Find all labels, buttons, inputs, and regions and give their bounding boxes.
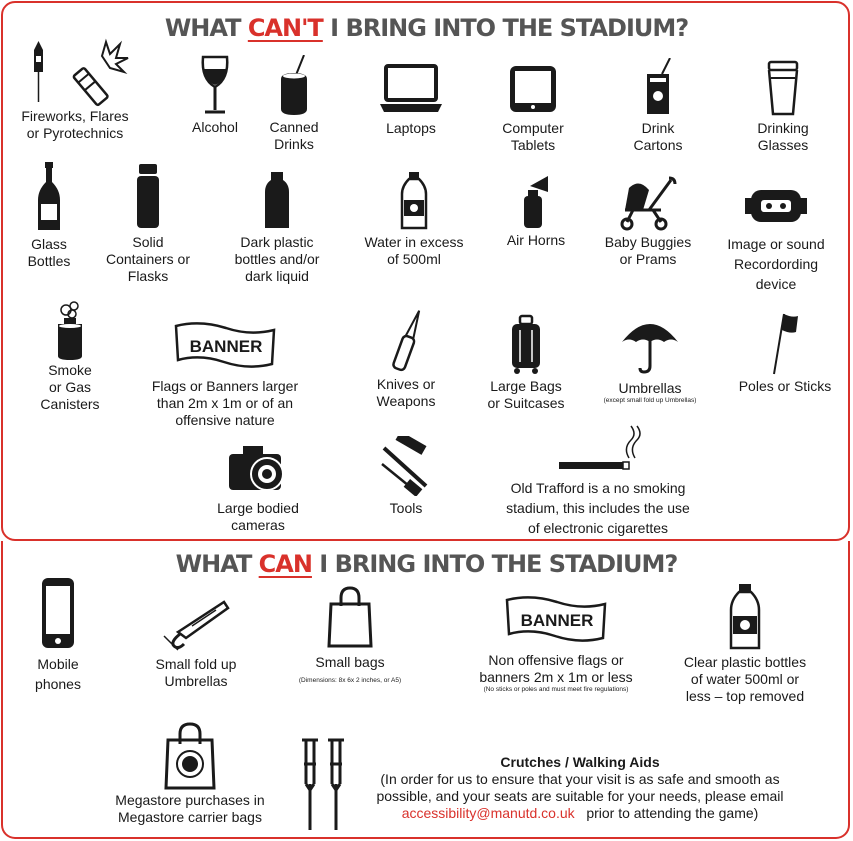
- camcorder-icon: [741, 180, 811, 230]
- item-drinking-glasses: [740, 58, 826, 154]
- label-megastore-1: Megastore purchases in: [115, 792, 265, 808]
- bag-icon: [325, 586, 375, 650]
- crutches-text-2: possible, and your seats are suitable for your needs, please email: [376, 788, 784, 804]
- item-fireworks: [8, 38, 142, 142]
- item-large-bags: [476, 314, 576, 412]
- label-glasses-1: Drinking: [757, 120, 809, 136]
- note-umbrellas: (except small fold up Umbrellas): [603, 397, 697, 404]
- label-clear-bottles-3: less – top removed: [685, 688, 805, 704]
- label-fireworks-1: Fireworks, Flares: [21, 108, 129, 124]
- label-smoke-2: or Gas: [48, 379, 91, 395]
- item-clear-bottles: [670, 582, 820, 705]
- label-tablets-2: Tablets: [510, 137, 556, 153]
- item-mobile-phones: [18, 576, 98, 694]
- label-phones-1: Mobile: [37, 656, 79, 672]
- label-cartons-2: Cartons: [633, 137, 683, 153]
- label-small-bags: Small bags: [315, 654, 385, 670]
- item-laptops: [368, 62, 454, 137]
- item-alcohol: [180, 55, 250, 136]
- crutches-info: [360, 754, 800, 822]
- label-dark-3: dark liquid: [245, 268, 309, 284]
- item-flasks: [98, 162, 198, 285]
- note-small-bags: (Dimensions: 8x 6x 2 inches, or A5): [298, 677, 402, 684]
- can-heading: WHAT CAN I BRING INTO THE STADIUM?: [175, 550, 678, 578]
- label-bags-2: or Suitcases: [487, 395, 565, 411]
- label-flasks-2: Containers or: [105, 251, 191, 267]
- label-bottles-2: Bottles: [27, 253, 71, 269]
- label-smoke-1: Smoke: [48, 362, 92, 378]
- label-bottles-1: Glass: [31, 236, 67, 252]
- label-smoking-2: stadium, this includes the use: [506, 500, 690, 516]
- label-umbrellas: Umbrellas: [618, 380, 682, 396]
- label-recording-2: Recordording: [733, 256, 819, 272]
- label-flasks-1: Solid: [132, 234, 164, 250]
- item-megastore: [100, 722, 280, 826]
- item-tablets: [490, 62, 576, 154]
- label-buggies-1: Baby Buggies: [604, 234, 692, 250]
- label-smoking-1: Old Trafford is a no smoking: [510, 480, 686, 496]
- carton-icon: [638, 58, 678, 118]
- knife-icon: [386, 306, 426, 376]
- label-phones-2: phones: [35, 676, 81, 692]
- tablet-icon: [500, 62, 566, 116]
- item-umbrellas: [590, 312, 710, 405]
- label-megastore-2: Megastore carrier bags: [118, 809, 262, 825]
- label-dark-1: Dark plastic: [240, 234, 314, 250]
- bottle-icon: [34, 160, 64, 234]
- label-dark-2: bottles and/or: [234, 251, 320, 267]
- flag-pole-icon: [760, 310, 810, 376]
- label-clear-bottles-2: of water 500ml or: [690, 671, 800, 687]
- crutches-icon-wrap: [296, 734, 352, 839]
- label-flasks-3: Flasks: [127, 268, 169, 284]
- item-canned-drinks: [258, 55, 330, 153]
- item-baby-buggies: [600, 176, 696, 268]
- item-no-smoking: [480, 424, 716, 538]
- label-knives-1: Knives or: [376, 376, 436, 392]
- item-poles: [730, 310, 840, 395]
- label-alcohol: Alcohol: [192, 119, 238, 135]
- label-buggies-2: or Prams: [619, 251, 677, 267]
- item-tools: [364, 436, 448, 517]
- umbrella-icon: [618, 312, 682, 376]
- label-small-flags-1: Non offensive flags or: [488, 652, 624, 668]
- label-canned-2: Drinks: [274, 136, 314, 152]
- canister-icon: [50, 300, 90, 362]
- label-horns: Air Horns: [506, 232, 566, 248]
- label-canned-1: Canned: [269, 119, 319, 135]
- crutches-text-1: (In order for us to ensure that your visit is as safe and smooth as: [380, 771, 780, 787]
- air-horn-icon: [518, 172, 554, 230]
- item-small-umbrellas: [136, 596, 256, 690]
- label-cameras-2: cameras: [231, 517, 285, 533]
- item-knives: [358, 306, 454, 410]
- label-flags-1: Flags or Banners larger: [151, 378, 299, 394]
- phone-icon: [38, 576, 78, 650]
- item-large-flags: [140, 318, 310, 429]
- pram-icon: [615, 176, 681, 232]
- banner-icon: [501, 592, 611, 648]
- crutches-icon: [296, 734, 352, 834]
- item-air-horns: [496, 172, 576, 249]
- carrier-bag-icon: [162, 722, 218, 792]
- label-small-umbrellas-2: Umbrellas: [164, 673, 228, 689]
- folded-umbrella-icon: [156, 596, 236, 652]
- camera-icon: [223, 440, 293, 496]
- suitcase-icon: [506, 314, 546, 376]
- item-water-excess: [356, 170, 472, 268]
- label-poles: Poles or Sticks: [738, 378, 832, 394]
- wine-glass-icon: [195, 55, 235, 117]
- cigarette-icon: [553, 424, 643, 472]
- label-water-1: Water in excess: [364, 234, 464, 250]
- firework-icon: [20, 38, 130, 108]
- can-icon: [274, 55, 314, 117]
- label-glasses-2: Glasses: [757, 137, 809, 153]
- label-flags-2: than 2m x 1m or of an: [156, 395, 294, 411]
- label-water-2: of 500ml: [387, 251, 441, 267]
- item-dark-plastic-bottles: [222, 170, 332, 285]
- label-knives-2: Weapons: [376, 393, 436, 409]
- water-bottle-icon: [728, 582, 762, 652]
- water-bottle-icon: [399, 170, 429, 232]
- banner-word: BANNER: [520, 611, 594, 630]
- label-smoking-3: of electronic cigarettes: [527, 520, 669, 536]
- label-tablets-1: Computer: [502, 120, 564, 136]
- label-clear-bottles-1: Clear plastic bottles: [683, 654, 807, 670]
- label-cartons-1: Drink: [641, 120, 675, 136]
- item-glass-bottles: [14, 160, 84, 270]
- laptop-icon: [378, 62, 444, 116]
- item-drink-cartons: [620, 58, 696, 154]
- item-cameras: [200, 440, 316, 534]
- label-flags-3: offensive nature: [175, 412, 275, 428]
- label-small-flags-2: banners 2m x 1m or less: [479, 669, 633, 685]
- cup-icon: [761, 58, 805, 118]
- banner-icon: [170, 318, 280, 374]
- item-smoke-canisters: [30, 300, 110, 413]
- crutches-title: Crutches / Walking Aids: [500, 754, 660, 770]
- label-laptops: Laptops: [386, 120, 436, 136]
- label-tools: Tools: [389, 500, 423, 516]
- label-recording-3: device: [755, 276, 797, 292]
- item-small-bags: [280, 586, 420, 685]
- tools-icon: [374, 436, 438, 496]
- banner-word: BANNER: [189, 337, 263, 356]
- item-small-flags: [464, 592, 648, 694]
- plastic-bottle-icon: [262, 170, 292, 232]
- email-link[interactable]: accessibility@manutd.co.uk: [401, 805, 575, 821]
- note-small-flags: (No sticks or poles and must meet fire regulations): [483, 686, 629, 693]
- crutches-text-3: accessibility@manutd.co.uk prior to attending the game): [401, 805, 759, 821]
- flask-icon: [133, 162, 163, 232]
- label-smoke-3: Canisters: [40, 396, 100, 412]
- item-recording-device: [716, 180, 836, 294]
- label-cameras-1: Large bodied: [217, 500, 299, 516]
- cant-heading: WHAT CAN'T I BRING INTO THE STADIUM?: [164, 14, 689, 42]
- label-bags-1: Large Bags: [490, 378, 562, 394]
- label-recording-1: Image or sound: [727, 236, 825, 252]
- label-small-umbrellas-1: Small fold up: [155, 656, 237, 672]
- label-fireworks-2: or Pyrotechnics: [26, 125, 124, 141]
